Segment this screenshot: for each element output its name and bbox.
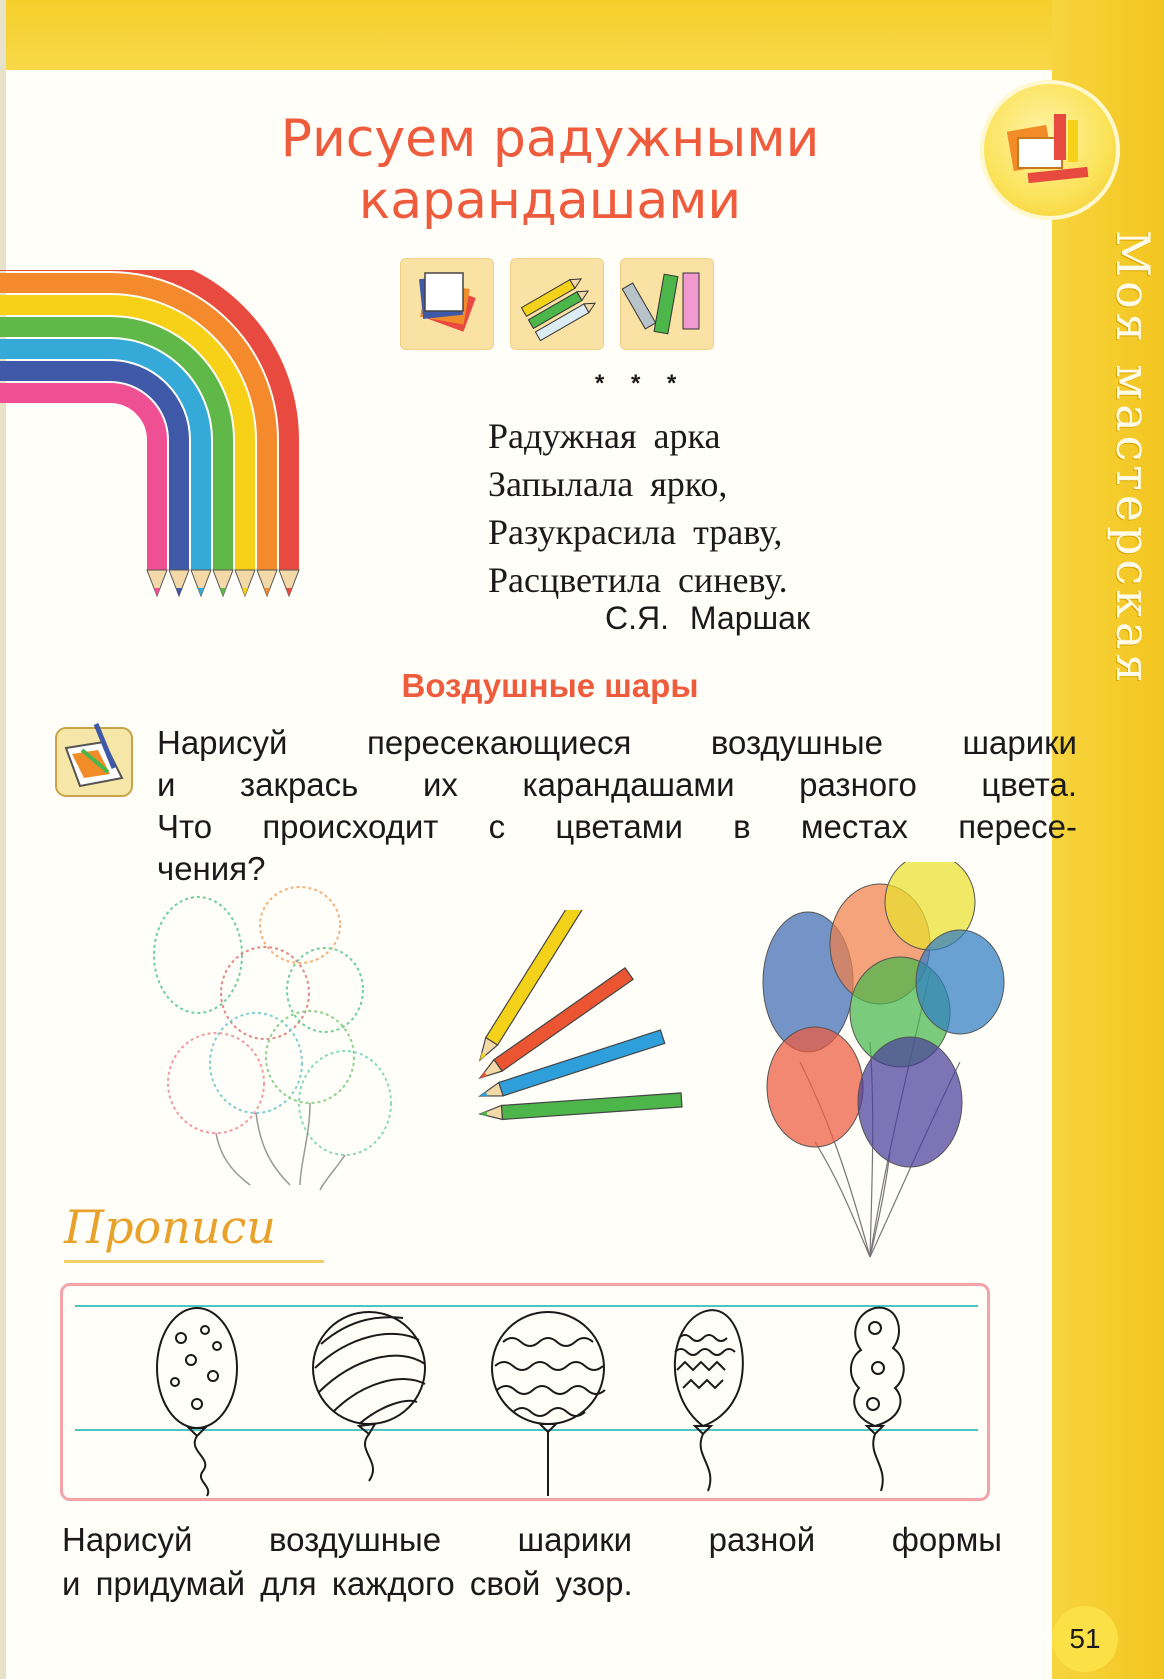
- poem-line: Радужная арка: [488, 416, 721, 456]
- art-supplies-icon: [980, 80, 1120, 220]
- poem-stars: * * *: [595, 370, 687, 397]
- bottom-task-instructions: [62, 1518, 1002, 1606]
- pencils-icon: [510, 258, 604, 350]
- page-spine: [0, 0, 6, 1679]
- pencil-lead: [176, 588, 182, 596]
- poem: [488, 412, 788, 604]
- task-line: Что происходит с цветами в местах пересе-: [157, 808, 1077, 845]
- colored-paper-icon: [400, 258, 494, 350]
- colored-pencils-illustration: [470, 910, 710, 1130]
- header-icons: [400, 258, 714, 350]
- section-title: Воздушные шары: [401, 667, 699, 704]
- pencil: [480, 1093, 682, 1121]
- top-border: [0, 0, 1164, 70]
- drawing-task-icon: [52, 720, 138, 802]
- balloon: [916, 930, 1004, 1034]
- page-title: Рисуем радужными карандашами: [280, 109, 820, 231]
- poem-line: Разукрасила траву,: [488, 512, 783, 552]
- copybook-exercise: [60, 1283, 990, 1501]
- task-line: и закрась их карандашами разного цвета.: [157, 766, 1077, 803]
- task-line: чения?: [157, 850, 266, 887]
- rainbow-band: [0, 393, 157, 570]
- poem-line: Расцветила синеву.: [488, 560, 788, 600]
- pencil-lead: [264, 588, 270, 596]
- pencil-lead: [154, 588, 160, 596]
- rainbow-pencils-illustration: [0, 270, 380, 610]
- pencil-lead: [198, 588, 204, 596]
- balloon: [767, 1027, 863, 1147]
- markers-icon: [620, 258, 714, 350]
- poem-author: С.Я. Маршак: [605, 600, 810, 636]
- poem-line: Запылала ярко,: [488, 464, 728, 504]
- propisi-title: Прописи: [64, 1200, 276, 1254]
- chapter-side-title: Моя мастерская: [1106, 230, 1160, 687]
- balloon: [858, 1037, 962, 1167]
- task-line: Нарисуй воздушные шарики разной формы: [62, 1521, 1002, 1558]
- colored-balloons-illustration: [760, 862, 1020, 1262]
- pencil-lead: [286, 588, 292, 596]
- task-line: Нарисуй пересекающиеся воздушные шарики: [157, 724, 1077, 761]
- pencil-lead: [220, 588, 226, 596]
- task-line: и придумай для каждого свой узор.: [62, 1565, 633, 1602]
- outline-balloons-illustration: [150, 885, 430, 1195]
- pencil-lead: [242, 588, 248, 596]
- page-number: 51: [1052, 1606, 1118, 1672]
- propisi-underline: [64, 1260, 324, 1263]
